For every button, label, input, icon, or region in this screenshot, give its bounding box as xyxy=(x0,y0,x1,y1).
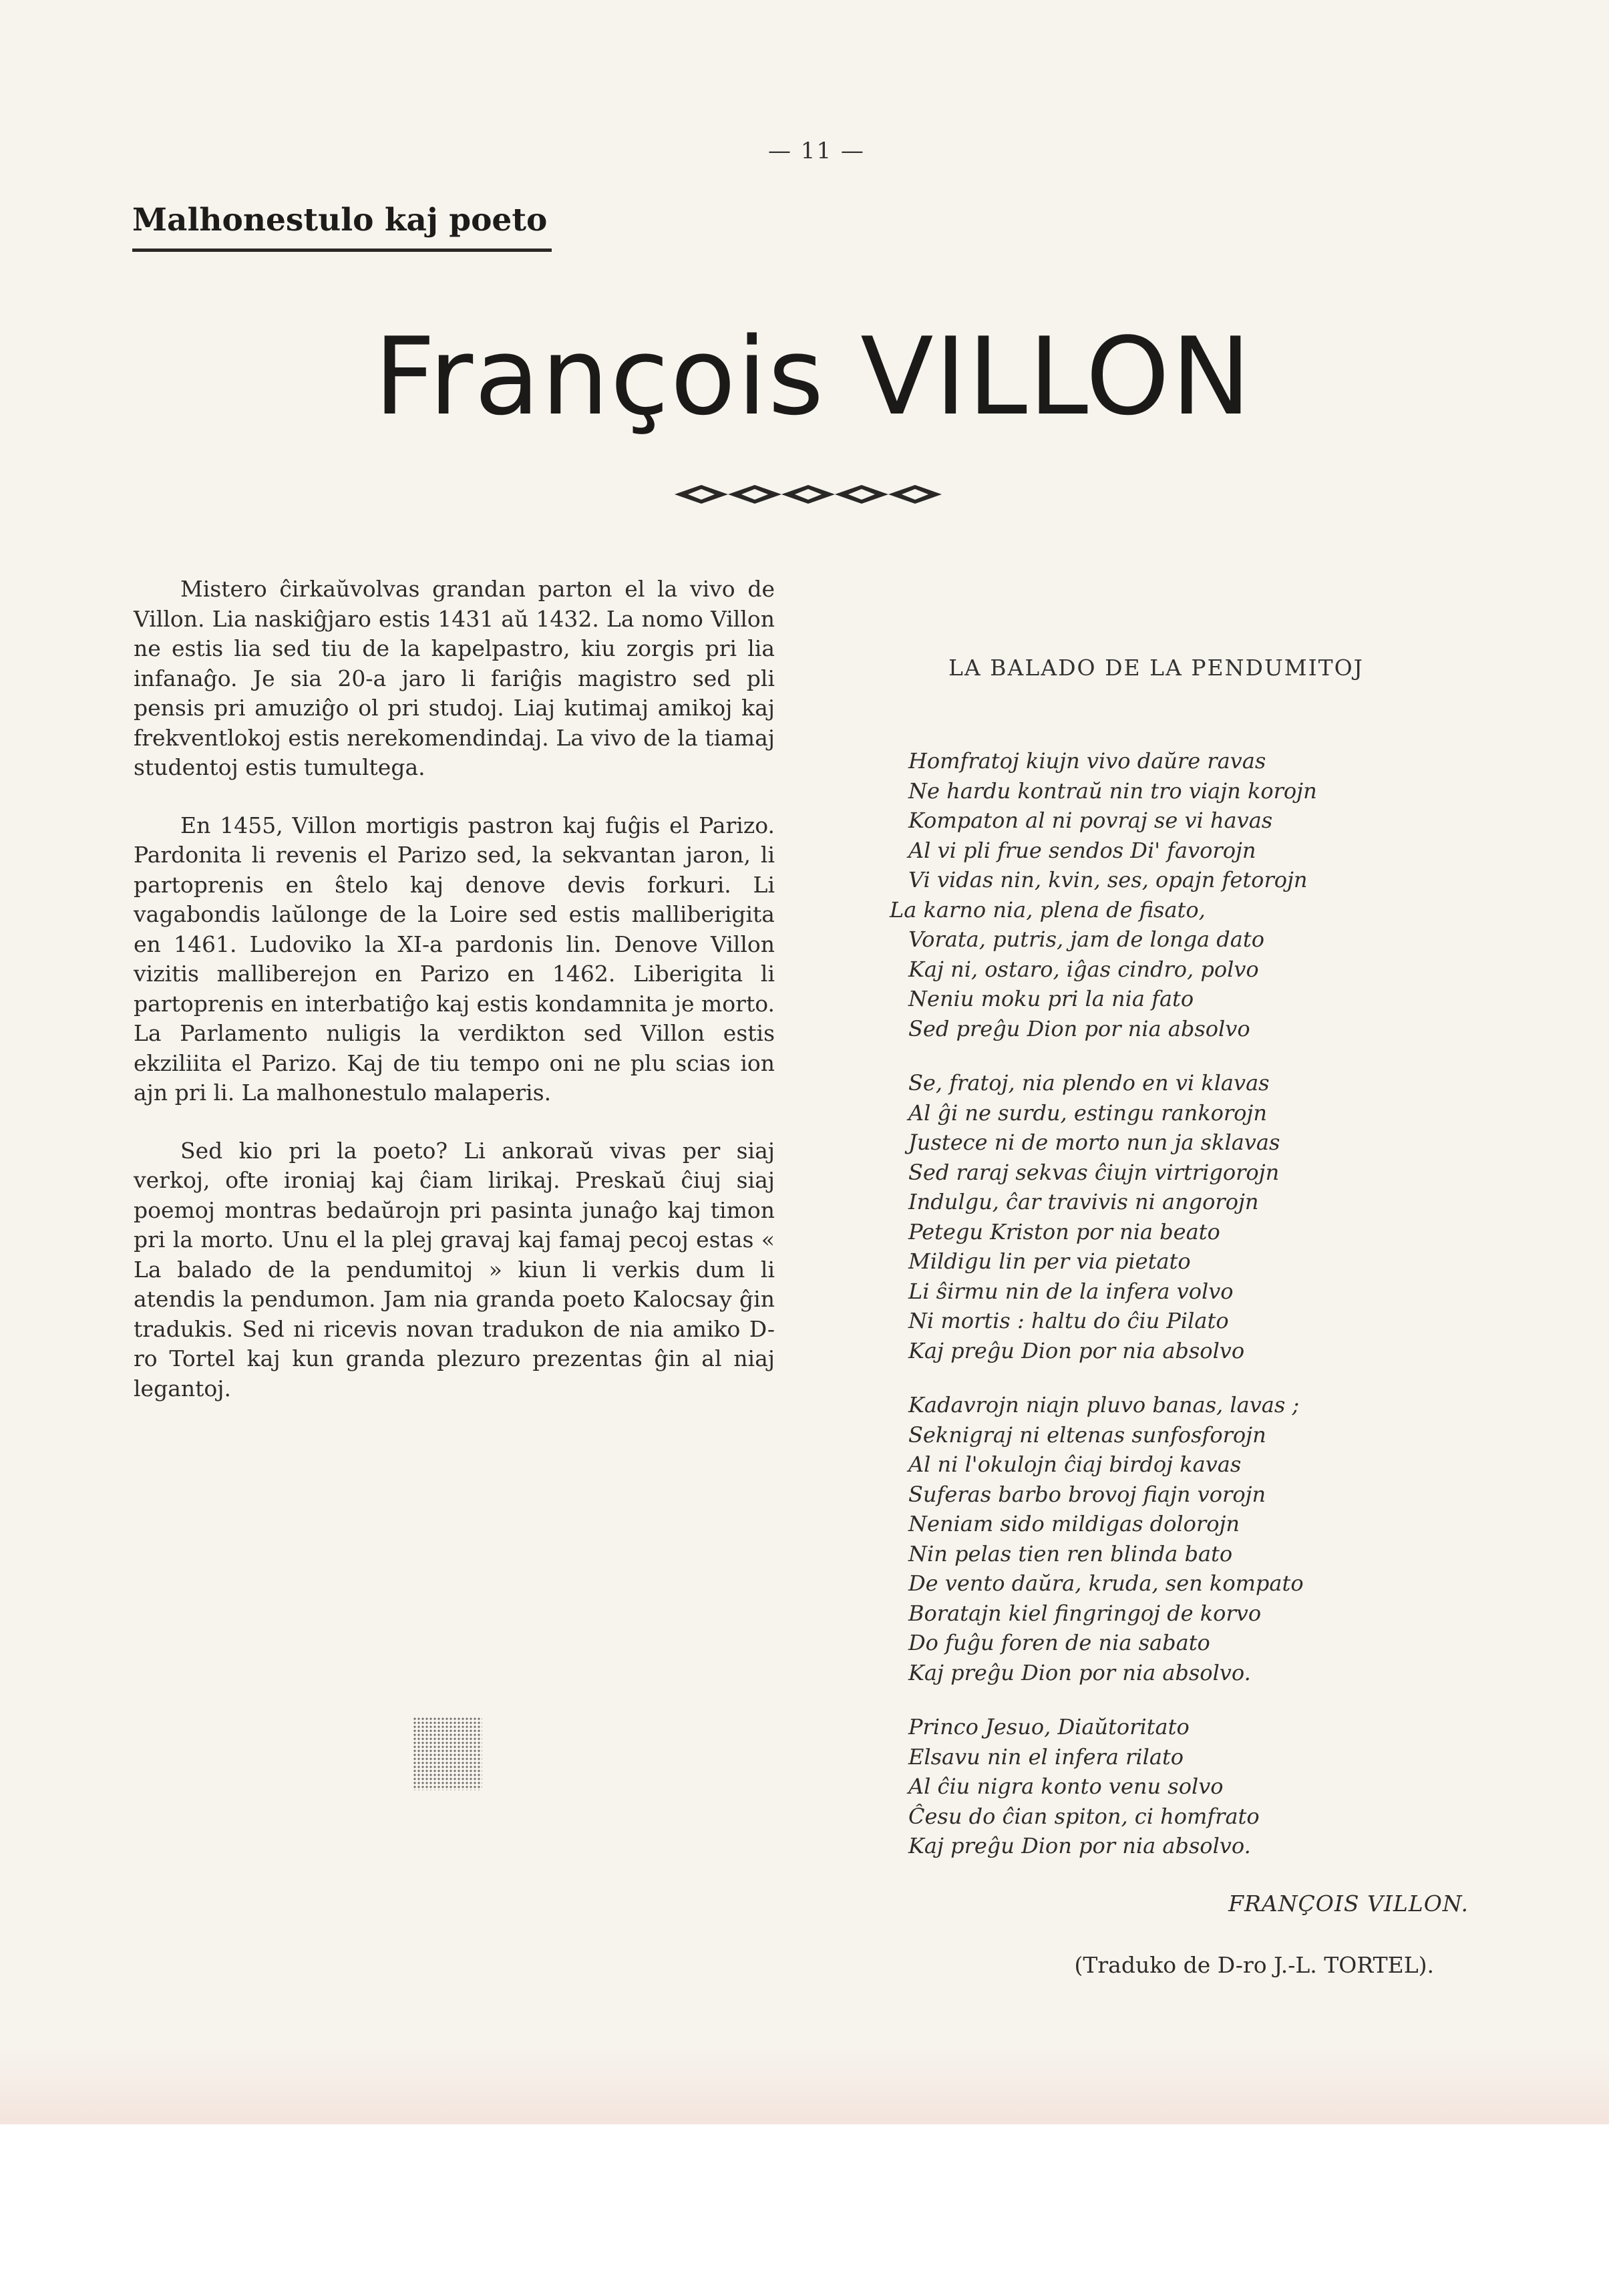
halftone-stamp-icon xyxy=(413,1717,482,1790)
page-title: François VILLON xyxy=(374,314,1252,439)
poem-line: Ni mortis : haltu do ĉiu Pilato xyxy=(908,1308,1229,1333)
page-number: — 11 — xyxy=(768,138,865,164)
poem-line: La karno nia, plena de fisato, xyxy=(890,896,1206,923)
poem-author: FRANÇOIS VILLON. xyxy=(1228,1891,1469,1917)
poem-line: Sed preĝu Dion por nia absolvo xyxy=(908,1015,1250,1041)
poem-line: Princo Jesuo, Diaŭtoritato xyxy=(908,1714,1190,1740)
poem-line: Sed raraj sekvas ĉiujn virtrigorojn xyxy=(908,1159,1280,1185)
article-body xyxy=(134,575,775,1432)
poem-line: Vorata, putris, jam de longa dato xyxy=(908,927,1264,952)
poem-line: Al ĝi ne surdu, estingu rankorojn xyxy=(908,1100,1267,1126)
poem-line: Kadavrojn niajn pluvo banas, lavas ; xyxy=(908,1392,1300,1418)
poem-line: Kaj preĝu Dion por nia absolvo. xyxy=(908,1833,1251,1858)
poem-line: Petegu Kriston por nia beato xyxy=(908,1218,1220,1245)
poem-line: Suferas barbo brovoj fiajn vorojn xyxy=(908,1481,1266,1507)
poem-line: De vento daŭra, kruda, sen kompato xyxy=(908,1571,1304,1596)
poem-line: Al ni l'okulojn ĉiaj birdoj kavas xyxy=(908,1452,1242,1477)
poem-line: Boratajn kiel fingringoj de korvo xyxy=(908,1600,1262,1626)
poem-line: Vi vidas nin, kvin, ses, opajn fetorojn xyxy=(908,867,1308,892)
poem-line: Seknigraj ni eltenas sunfosforojn xyxy=(908,1422,1266,1448)
poem-line: Justece ni de morto nun ja sklavas xyxy=(908,1130,1280,1155)
poem-line: Mildigu lin per via pietato xyxy=(908,1249,1191,1274)
poem-stanza xyxy=(890,746,1509,1043)
poem-line: Neniam sido mildigas dolorojn xyxy=(908,1511,1240,1536)
poem-line: Do fuĝu foren de nia sabato xyxy=(908,1630,1210,1655)
poem-line: Kaj ni, ostaro, iĝas cindro, polvo xyxy=(908,956,1259,982)
poem-line: Al vi pli frue sendos Di' favorojn xyxy=(908,837,1256,863)
poem-stanza xyxy=(908,1390,1509,1687)
poem-line: Neniu moku pri la nia fato xyxy=(908,986,1194,1011)
section-heading-underline xyxy=(132,249,552,252)
article-paragraph: En 1455, Villon mortigis pastron kaj fuĝis el Parizo. Pardonita li revenis el Parizo sed, la sekvantan jaron, li partoprenis en ŝtelo kaj denove devis forkuri. Li vagabondis laŭlonge de la Loire sed estis malliberigita en 1461. Ludoviko la XI-a pardonis lin. Denove Villon vizitis malliberejon en Parizo en 1462. Liberigita li partoprenis en interbatiĝo kaj estis kondamnita je morto. La Parlamento nuligis la verdikton sed Villon estis ekziliita el Parizo. Kaj de tiu tempo oni ne plu scias ion ajn pri li. La malhonestulo malaperis. xyxy=(134,812,775,1106)
poem-line: Al ĉiu nigra konto venu solvo xyxy=(908,1774,1224,1799)
ballad-title: LA BALADO DE LA PENDUMITOJ xyxy=(948,655,1364,681)
ballad-poem xyxy=(890,746,1509,1886)
poem-line: Kompaton al ni povraj se vi havas xyxy=(908,808,1273,833)
poem-line: Indulgu, ĉar travivis ni angorojn xyxy=(908,1189,1259,1214)
poem-line: Ne hardu kontraŭ nin tro viajn korojn xyxy=(908,778,1317,804)
article-paragraph: Sed kio pri la poeto? Li ankoraŭ vivas per siaj verkoj, ofte ironiaj kaj ĉiam lirikaj. Preskaŭ ĉiuj siaj poemoj montras bedaŭrojn pri pasinta junaĝo kaj timon pri la morto. Unu el la plej gravaj kaj famaj pecoj estas « La balado de la pendumitoj » kiun li verkis dum li atendis la pendumon. Jam nia granda poeto Kalocsay ĝin tradukis. Sed ni ricevis novan tradukon de nia amiko D-ro Tortel kaj kun granda plezuro prezentas ĝin al niaj legantoj. xyxy=(134,1137,775,1402)
section-heading: Malhonestulo kaj poeto xyxy=(132,202,548,238)
poem-stanza xyxy=(908,1068,1509,1365)
page-edge-tint xyxy=(0,2044,1609,2131)
poem-line: Nin pelas tien ren blinda bato xyxy=(908,1540,1233,1567)
poem-line: Kaj preĝu Dion por nia absolvo. xyxy=(908,1659,1251,1685)
poem-stanza xyxy=(908,1712,1509,1861)
poem-line: Se, fratoj, nia plendo en vi klavas xyxy=(908,1070,1270,1096)
decorative-ornament-divider xyxy=(675,480,942,509)
poem-line: Kaj preĝu Dion por nia absolvo xyxy=(908,1337,1245,1363)
poem-line: Li ŝirmu nin de la infera volvo xyxy=(908,1278,1234,1304)
poem-line: Elsavu nin el infera rilato xyxy=(908,1744,1184,1770)
translation-credit: (Traduko de D-ro J.-L. TORTEL). xyxy=(1074,1952,1434,1978)
poem-line: Homfratoj kiujn vivo daŭre ravas xyxy=(908,748,1266,774)
poem-line: Ĉesu do ĉian spiton, ci homfrato xyxy=(908,1803,1260,1829)
article-paragraph: Mistero ĉirkaŭvolvas grandan parton el la vivo de Villon. Lia naskiĝjaro estis 1431 aŭ 1432. La nomo Villon ne estis lia sed tiu de la kapelpastro, kiu zorgis pri lia infanaĝo. Je sia 20-a jaro li fariĝis magistro sed pli pensis pri amuziĝo ol pri studoj. Liaj kutimaj amikoj kaj frekventlokoj estis nerekomendindaj. La vivo de la tiamaj studentoj estis tumultega. xyxy=(134,576,775,780)
page-bottom-margin xyxy=(0,2124,1609,2296)
